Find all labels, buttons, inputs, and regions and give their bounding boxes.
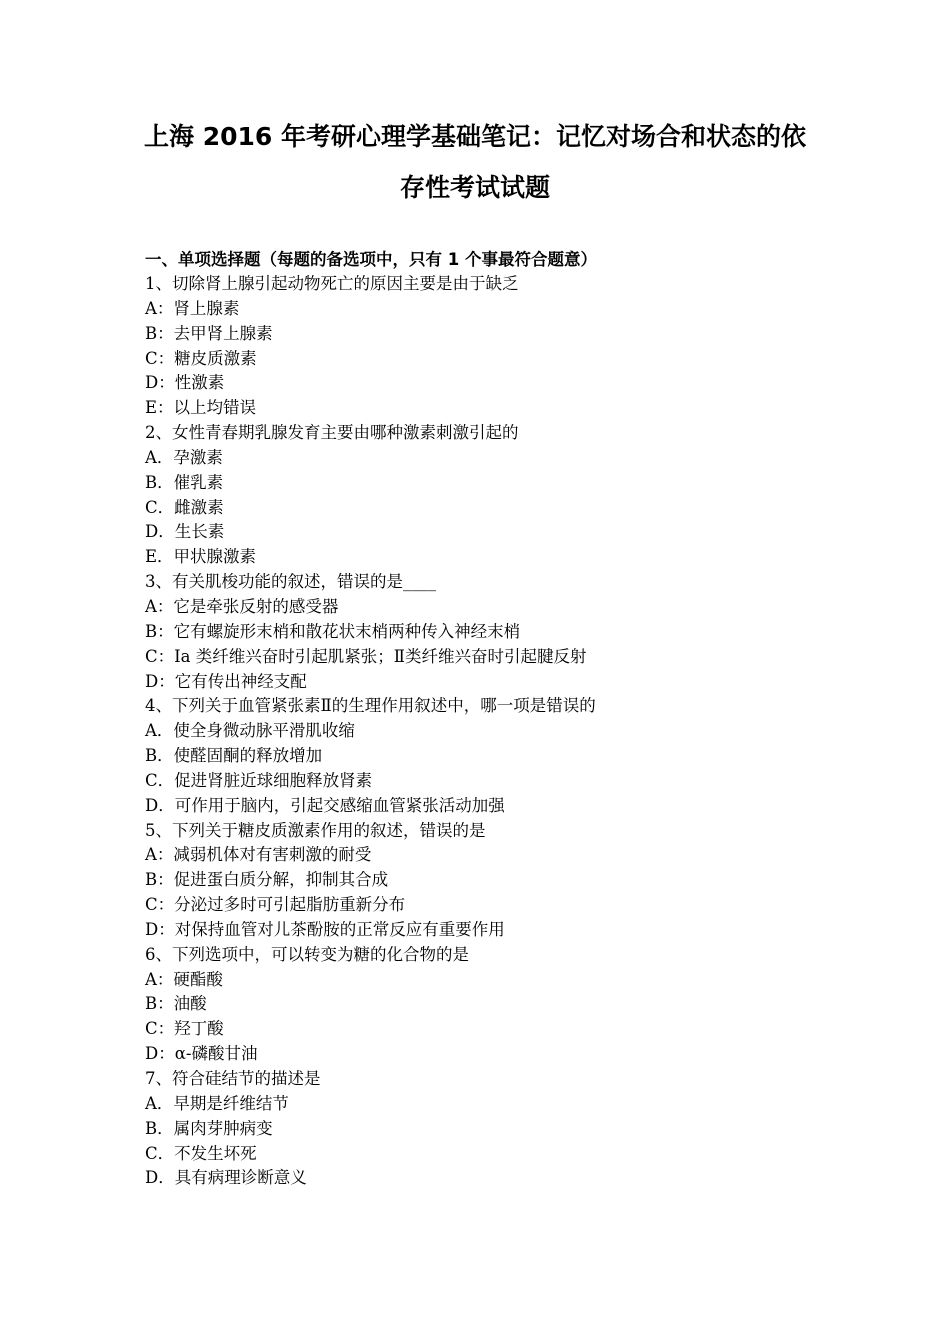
question-6 [145, 943, 845, 1067]
document-title-line-1: 上海 2016 年考研心理学基础笔记：记忆对场合和状态的依 [144, 122, 806, 151]
question-5 [145, 819, 845, 943]
answer-option: C．不发生坏死 [145, 1143, 257, 1163]
answer-option: C：糖皮质激素 [145, 348, 257, 368]
question-stem: 4、下列关于血管紧张素Ⅱ的生理作用叙述中，哪一项是错误的 [145, 696, 596, 716]
answer-option: D．生长素 [145, 522, 225, 542]
answer-option: C：分泌过多时可引起脂肪重新分布 [145, 895, 406, 915]
answer-option: B：油酸 [145, 994, 207, 1014]
answer-option: A：肾上腺素 [145, 298, 240, 318]
answer-option: C．雌激素 [145, 497, 224, 517]
question-list [145, 272, 845, 1191]
question-stem: 6、下列选项中，可以转变为糖的化合物的是 [145, 944, 469, 964]
answer-option: D．具有病理诊断意义 [145, 1168, 307, 1188]
answer-option: D：对保持血管对儿茶酚胺的正常反应有重要作用 [145, 919, 505, 939]
answer-option: C．促进肾脏近球细胞释放肾素 [145, 770, 373, 790]
answer-option: D．可作用于脑内，引起交感缩血管紧张活动加强 [145, 795, 505, 815]
answer-option: B．催乳素 [145, 472, 224, 492]
answer-option: D：性激素 [145, 373, 225, 393]
answer-option: E：以上均错误 [145, 398, 257, 418]
answer-option: B：去甲肾上腺素 [145, 323, 273, 343]
answer-option: B．使醛固酮的释放增加 [145, 746, 323, 766]
question-3 [145, 570, 845, 694]
answer-option: B：促进蛋白质分解，抑制其合成 [145, 870, 389, 890]
question-stem: 3、有关肌梭功能的叙述，错误的是____ [145, 572, 436, 592]
answer-option: D：α-磷酸甘油 [145, 1044, 258, 1064]
section-heading: 一、单项选择题（每题的备选项中，只有 1 个事最符合题意） [145, 250, 597, 269]
answer-option: A．使全身微动脉平滑肌收缩 [145, 721, 355, 741]
answer-option: B．属肉芽肿病变 [145, 1118, 273, 1138]
question-stem: 5、下列关于糖皮质激素作用的叙述，错误的是 [145, 820, 486, 840]
answer-option: B：它有螺旋形末梢和散花状末梢两种传入神经末梢 [145, 621, 521, 641]
answer-option: A：它是牵张反射的感受器 [145, 596, 339, 616]
question-7 [145, 1067, 845, 1191]
question-2 [145, 421, 845, 570]
answer-option: A：硬酯酸 [145, 969, 223, 989]
answer-option: C：Ⅰa 类纤维兴奋时引起肌紧张；Ⅱ类纤维兴奋时引起腱反射 [145, 646, 587, 666]
question-stem: 7、符合硅结节的描述是 [145, 1069, 321, 1088]
answer-option: C：羟丁酸 [145, 1019, 224, 1039]
answer-option: A．早期是纤维结节 [145, 1093, 289, 1113]
answer-option: A．孕激素 [145, 447, 223, 467]
answer-option: E．甲状腺激素 [145, 547, 257, 567]
document-title-line-2: 存性考试试题 [399, 173, 550, 202]
question-stem: 2、女性青春期乳腺发育主要由哪种激素刺激引起的 [145, 423, 519, 443]
answer-option: A：减弱机体对有害刺激的耐受 [145, 845, 372, 865]
question-1 [145, 272, 845, 421]
answer-option: D：它有传出神经支配 [145, 671, 307, 691]
question-stem: 1、切除肾上腺引起动物死亡的原因主要是由于缺乏 [145, 274, 519, 293]
question-4 [145, 694, 845, 818]
